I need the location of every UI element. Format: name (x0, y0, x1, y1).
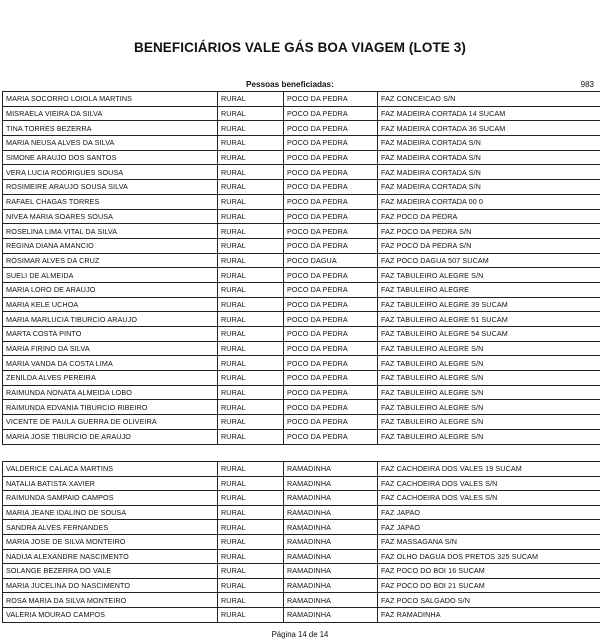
locality-cell: POCO DA PEDRA (284, 194, 378, 209)
table-row (3, 224, 600, 239)
area-type-cell: RURAL (218, 520, 284, 535)
locality-cell: POCO DA PEDRA (284, 415, 378, 430)
area-type-cell: RURAL (218, 297, 284, 312)
beneficiary-name-cell: MARIA SOCORRO LOIOLA MARTINS (3, 92, 218, 107)
locality-cell: POCO DA PEDRA (284, 209, 378, 224)
locality-cell: RAMADINHA (284, 505, 378, 520)
address-cell: FAZ TABULEIRO ALEGRE S/N (378, 415, 600, 430)
table-row (3, 578, 600, 593)
area-type-cell: RURAL (218, 282, 284, 297)
beneficiary-name-cell: MARIA MARLUCIA TIBURCIO ARAUJO (3, 312, 218, 327)
beneficiary-name-cell: ROSELINA LIMA VITAL DA SILVA (3, 224, 218, 239)
address-cell: FAZ CONCEICAO S/N (378, 92, 600, 107)
address-cell: FAZ POCO DA PEDRA S/N (378, 238, 600, 253)
area-type-cell: RURAL (218, 593, 284, 608)
locality-cell: POCO DA PEDRA (284, 297, 378, 312)
area-type-cell: RURAL (218, 415, 284, 430)
table-row (3, 564, 600, 579)
area-type-cell: RURAL (218, 121, 284, 136)
beneficiary-name-cell: NADIJA ALEXANDRE NASCIMENTO (3, 549, 218, 564)
locality-cell: POCO DA PEDRA (284, 180, 378, 195)
table-row (3, 312, 600, 327)
locality-cell: POCO DA PEDRA (284, 238, 378, 253)
area-type-cell: RURAL (218, 136, 284, 151)
address-cell: FAZ MADEIRA CORTADA S/N (378, 150, 600, 165)
address-cell: FAZ JAPAO (378, 520, 600, 535)
locality-cell: POCO DA PEDRA (284, 312, 378, 327)
area-type-cell: RURAL (218, 180, 284, 195)
locality-cell: POCO DA PEDRA (284, 356, 378, 371)
beneficiary-name-cell: MARIA JEANE IDALINO DE SOUSA (3, 505, 218, 520)
locality-cell: RAMADINHA (284, 578, 378, 593)
address-cell: FAZ MADEIRA CORTADA S/N (378, 165, 600, 180)
address-cell: FAZ RAMADINHA (378, 607, 600, 622)
table-row (3, 121, 600, 136)
area-type-cell: RURAL (218, 327, 284, 342)
table-row (3, 505, 600, 520)
area-type-cell: RURAL (218, 385, 284, 400)
beneficiary-name-cell: MARIA KELE UCHOA (3, 297, 218, 312)
address-cell: FAZ TABULEIRO ALEGRE S/N (378, 341, 600, 356)
address-cell: FAZ CACHOEIRA DOS VALES 19 SUCAM (378, 462, 600, 477)
area-type-cell: RURAL (218, 429, 284, 444)
address-cell: FAZ JAPAO (378, 505, 600, 520)
address-cell: FAZ POCO DAGUA 507 SUCAM (378, 253, 600, 268)
beneficiary-name-cell: ROSIMAR ALVES DA CRUZ (3, 253, 218, 268)
beneficiary-name-cell: RAIMUNDA EDVANIA TIBURCIO RIBEIRO (3, 400, 218, 415)
table-row (3, 268, 600, 283)
area-type-cell: RURAL (218, 92, 284, 107)
beneficiary-name-cell: MARIA JUCELINA DO NASCIMENTO (3, 578, 218, 593)
locality-cell: RAMADINHA (284, 534, 378, 549)
locality-cell: POCO DA PEDRA (284, 341, 378, 356)
beneficiary-name-cell: VALDERICE CALACA MARTINS (3, 462, 218, 477)
beneficiary-count: 983 (580, 80, 594, 89)
table-row (3, 356, 600, 371)
page-title: BENEFICIÁRIOS VALE GÁS BOA VIAGEM (LOTE 3) (134, 39, 466, 56)
address-cell: FAZ MADEIRA CORTADA S/N (378, 180, 600, 195)
beneficiary-name-cell: RAIMUNDA NONATA ALMEIDA LOBO (3, 385, 218, 400)
area-type-cell: RURAL (218, 194, 284, 209)
area-type-cell: RURAL (218, 150, 284, 165)
table-row (3, 92, 600, 107)
locality-cell: POCO DA PEDRA (284, 282, 378, 297)
table-row (3, 327, 600, 342)
beneficiary-name-cell: RAFAEL CHAGAS TORRES (3, 194, 218, 209)
beneficiary-name-cell: SOLANGE BEZERRA DO VALE (3, 564, 218, 579)
address-cell: FAZ MADEIRA CORTADA S/N (378, 136, 600, 151)
table-row (3, 607, 600, 622)
beneficiary-name-cell: SUELI DE ALMEIDA (3, 268, 218, 283)
beneficiary-name-cell: REGINA DIANA AMANCIO (3, 238, 218, 253)
table-row (3, 238, 600, 253)
locality-cell: POCO DA PEDRA (284, 165, 378, 180)
area-type-cell: RURAL (218, 491, 284, 506)
address-cell: FAZ TABULEIRO ALEGRE (378, 282, 600, 297)
locality-cell: POCO DA PEDRA (284, 268, 378, 283)
table-row (3, 593, 600, 608)
address-cell: FAZ TABULEIRO ALEGRE S/N (378, 400, 600, 415)
table-row (3, 534, 600, 549)
area-type-cell: RURAL (218, 268, 284, 283)
address-cell: FAZ MADEIRA CORTADA 36 SUCAM (378, 121, 600, 136)
address-cell: FAZ TABULEIRO ALEGRE 51 SUCAM (378, 312, 600, 327)
address-cell: FAZ CACHOEIRA DOS VALES S/N (378, 476, 600, 491)
beneficiary-name-cell: MARIA JOSE TIBURCIO DE ARAUJO (3, 429, 218, 444)
area-type-cell: RURAL (218, 462, 284, 477)
beneficiary-name-cell: ROSA MARIA DA SILVA MONTEIRO (3, 593, 218, 608)
locality-cell: RAMADINHA (284, 462, 378, 477)
address-cell: FAZ TABULEIRO ALEGRE S/N (378, 385, 600, 400)
address-cell: FAZ MADEIRA CORTADA 14 SUCAM (378, 106, 600, 121)
area-type-cell: RURAL (218, 400, 284, 415)
area-type-cell: RURAL (218, 341, 284, 356)
beneficiary-name-cell: MARIA LORO DE ARAUJO (3, 282, 218, 297)
locality-cell: POCO DA PEDRA (284, 92, 378, 107)
address-cell: FAZ POCO DO BOI 16 SUCAM (378, 564, 600, 579)
locality-cell: POCO DA PEDRA (284, 327, 378, 342)
table-row (3, 209, 600, 224)
table-row (3, 180, 600, 195)
address-cell: FAZ TABULEIRO ALEGRE S/N (378, 356, 600, 371)
table-row (3, 371, 600, 386)
address-cell: FAZ POCO DA PEDRA S/N (378, 224, 600, 239)
beneficiary-name-cell: MISRAELA VIEIRA DA SILVA (3, 106, 218, 121)
table-row (3, 491, 600, 506)
address-cell: FAZ TABULEIRO ALEGRE S/N (378, 371, 600, 386)
address-cell: FAZ TABULEIRO ALEGRE 39 SUCAM (378, 297, 600, 312)
locality-cell: RAMADINHA (284, 491, 378, 506)
table-row (3, 341, 600, 356)
beneficiary-name-cell: MARIA FIRINO DA SILVA (3, 341, 218, 356)
area-type-cell: RURAL (218, 578, 284, 593)
area-type-cell: RURAL (218, 564, 284, 579)
table-row (3, 476, 600, 491)
locality-cell: POCO DA PEDRA (284, 429, 378, 444)
beneficiary-name-cell: MARTA COSTA PINTO (3, 327, 218, 342)
table-row (3, 549, 600, 564)
beneficiaries-table-group-1 (2, 91, 600, 445)
area-type-cell: RURAL (218, 165, 284, 180)
table-row (3, 400, 600, 415)
address-cell: FAZ TABULEIRO ALEGRE S/N (378, 429, 600, 444)
area-type-cell: RURAL (218, 607, 284, 622)
table-row (3, 165, 600, 180)
address-cell: FAZ CACHOEIRA DOS VALES S/N (378, 491, 600, 506)
locality-cell: RAMADINHA (284, 593, 378, 608)
address-cell: FAZ TABULEIRO ALEGRE 54 SUCAM (378, 327, 600, 342)
area-type-cell: RURAL (218, 549, 284, 564)
locality-cell: POCO DA PEDRA (284, 121, 378, 136)
table-row (3, 253, 600, 268)
page-number: Página 14 de 14 (271, 630, 329, 639)
area-type-cell: RURAL (218, 253, 284, 268)
locality-cell: RAMADINHA (284, 520, 378, 535)
section-subtitle: Pessoas beneficiadas: (246, 80, 334, 89)
area-type-cell: RURAL (218, 224, 284, 239)
area-type-cell: RURAL (218, 356, 284, 371)
address-cell: FAZ POCO SALGADO S/N (378, 593, 600, 608)
area-type-cell: RURAL (218, 371, 284, 386)
address-cell: FAZ POCO DO BOI 21 SUCAM (378, 578, 600, 593)
locality-cell: RAMADINHA (284, 549, 378, 564)
area-type-cell: RURAL (218, 534, 284, 549)
area-type-cell: RURAL (218, 476, 284, 491)
address-cell: FAZ TABULEIRO ALEGRE S/N (378, 268, 600, 283)
area-type-cell: RURAL (218, 238, 284, 253)
table-row (3, 297, 600, 312)
table-row (3, 150, 600, 165)
locality-cell: POCO DA PEDRA (284, 224, 378, 239)
locality-cell: POCO DAGUA (284, 253, 378, 268)
locality-cell: POCO DA PEDRA (284, 106, 378, 121)
address-cell: FAZ MADEIRA CORTADA 00 0 (378, 194, 600, 209)
table-row (3, 415, 600, 430)
beneficiary-name-cell: VICENTE DE PAULA GUERRA DE OLIVEIRA (3, 415, 218, 430)
beneficiary-name-cell: ZENILDA ALVES PEREIRA (3, 371, 218, 386)
locality-cell: RAMADINHA (284, 564, 378, 579)
area-type-cell: RURAL (218, 106, 284, 121)
locality-cell: POCO DA PEDRA (284, 400, 378, 415)
area-type-cell: RURAL (218, 505, 284, 520)
beneficiary-name-cell: RAIMUNDA SAMPAIO CAMPOS (3, 491, 218, 506)
beneficiary-name-cell: MARIA VANDA DA COSTA LIMA (3, 356, 218, 371)
locality-cell: POCO DA PEDRA (284, 136, 378, 151)
table-row (3, 520, 600, 535)
locality-cell: POCO DA PEDRA (284, 150, 378, 165)
beneficiary-name-cell: SIMONE ARAUJO DOS SANTOS (3, 150, 218, 165)
table-row (3, 429, 600, 444)
address-cell: FAZ MASSAGANA S/N (378, 534, 600, 549)
area-type-cell: RURAL (218, 312, 284, 327)
table-row (3, 462, 600, 477)
beneficiary-name-cell: NIVEA MARIA SOARES SOUSA (3, 209, 218, 224)
table-row (3, 282, 600, 297)
locality-cell: RAMADINHA (284, 607, 378, 622)
beneficiary-name-cell: ROSIMEIRE ARAUJO SOUSA SILVA (3, 180, 218, 195)
beneficiary-name-cell: MARIA JOSE DE SILVA MONTEIRO (3, 534, 218, 549)
beneficiaries-table-group-2 (2, 461, 600, 623)
locality-cell: RAMADINHA (284, 476, 378, 491)
table-row (3, 106, 600, 121)
beneficiary-name-cell: VALERIA MOURAO CAMPOS (3, 607, 218, 622)
beneficiary-name-cell: NATALIA BATISTA XAVIER (3, 476, 218, 491)
table-row (3, 385, 600, 400)
beneficiary-name-cell: VERA LUCIA RODRIGUES SOUSA (3, 165, 218, 180)
table-row (3, 136, 600, 151)
address-cell: FAZ POCO DA PEDRA (378, 209, 600, 224)
locality-cell: POCO DA PEDRA (284, 385, 378, 400)
address-cell: FAZ OLHO DAGUA DOS PRETOS 325 SUCAM (378, 549, 600, 564)
beneficiary-name-cell: TINA TORRES BEZERRA (3, 121, 218, 136)
beneficiary-name-cell: SANDRA ALVES FERNANDES (3, 520, 218, 535)
area-type-cell: RURAL (218, 209, 284, 224)
table-row (3, 194, 600, 209)
locality-cell: POCO DA PEDRA (284, 371, 378, 386)
beneficiary-name-cell: MARIA NEUSA ALVES DA SILVA (3, 136, 218, 151)
